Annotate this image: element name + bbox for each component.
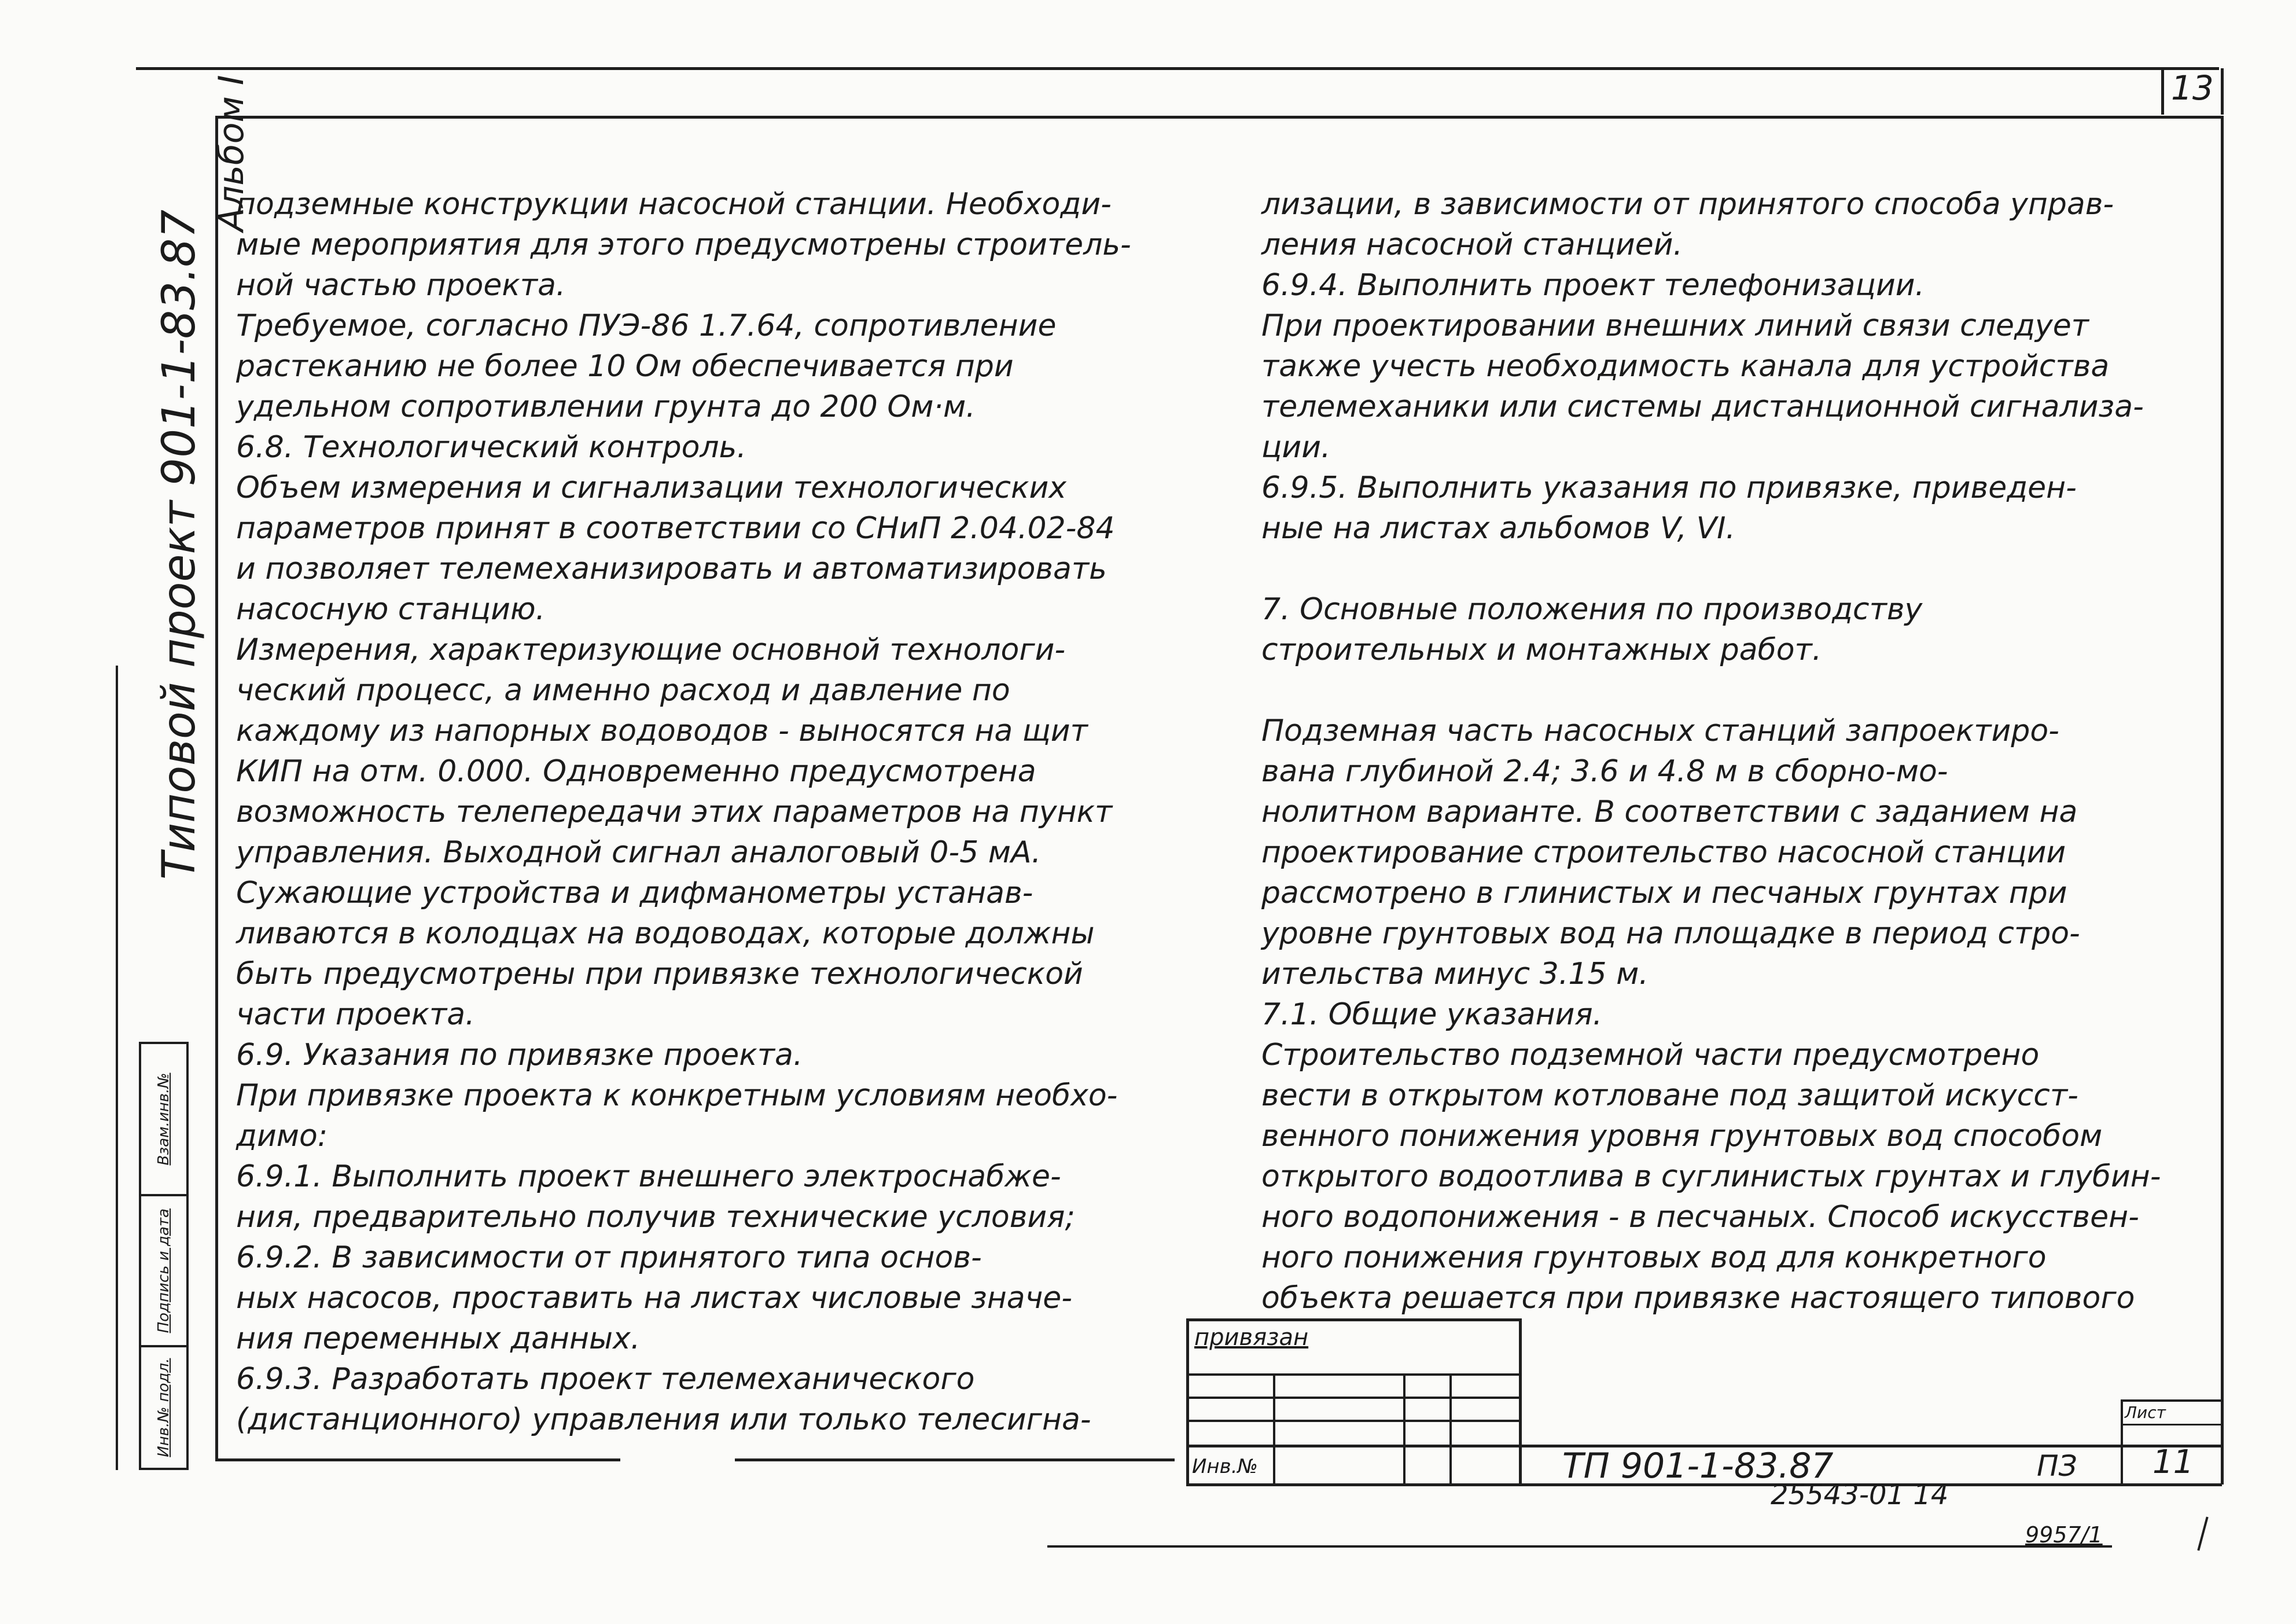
text-line: Сужающие устройства и дифманометры устанав-: [236, 876, 1033, 910]
text-line: (дистанционного) управления или только телесигна-: [236, 1402, 1091, 1437]
text-line: При привязке проекта к конкретным условиям необхо-: [236, 1078, 1118, 1113]
text-line: ния, предварительно получив технические условия;: [236, 1200, 1075, 1234]
stamp-privyazan: привязан: [1194, 1324, 1309, 1351]
text-line: ного водопонижения - в песчаных. Способ искусствен-: [1261, 1200, 2139, 1234]
text-line: объекта решается при привязке настоящего типового: [1261, 1281, 2135, 1316]
text-line: ные на листах альбомов V, VI.: [1261, 511, 1735, 546]
footer-code: 25543-01 14: [1771, 1479, 1949, 1511]
side-stamp: [139, 1042, 189, 1470]
text-line: управления. Выходной сигнал аналоговый 0-5 мА.: [236, 835, 1042, 870]
text-line: лизации, в зависимости от принятого способа управ-: [1261, 187, 2114, 222]
footer-rule: [1047, 1545, 2112, 1548]
text-line: вести в открытом котловане под защитой искусст-: [1261, 1078, 2078, 1113]
left-column: [236, 184, 1173, 1440]
text-line: возможность телепередачи этих параметров на пункт: [236, 795, 1113, 829]
section-heading: строительных и монтажных работ.: [1261, 633, 1822, 667]
text-line: 6.9. Указания по привязке проекта.: [236, 1038, 803, 1072]
text-line: димо:: [236, 1119, 328, 1153]
text-line: ливаются в колодцах на водоводах, которые должны: [236, 916, 1095, 951]
text-line: растеканию не более 10 Ом обеспечивается при: [236, 349, 1014, 384]
text-line: 6.9.5. Выполнить указания по привязке, приведен-: [1261, 471, 2077, 505]
text-line: нолитном варианте. В соответствии с заданием на: [1261, 795, 2078, 829]
stamp-pz: ПЗ: [2037, 1449, 2077, 1483]
stamp-code: ТП 901-1-83.87: [1562, 1446, 1834, 1486]
stamp-list-label: Лист: [2125, 1403, 2166, 1422]
top-rule: [136, 67, 2219, 70]
text-line: ной частью проекта.: [236, 268, 566, 303]
text-line: ительства минус 3.15 м.: [1261, 957, 1649, 991]
text-line: рассмотрено в глинистых и песчаных грунтах при: [1261, 876, 2067, 910]
text-line: насосную станцию.: [236, 592, 546, 627]
text-line: также учесть необходимость канала для устройства: [1261, 349, 2110, 384]
text-line: удельном сопротивлении грунта до 200 Ом·м.: [236, 390, 976, 424]
text-line: мые мероприятия для этого предусмотрены строитель-: [236, 227, 1131, 262]
text-line: венного понижения уровня грунтовых вод способом: [1261, 1119, 2103, 1153]
page-number-box-left: [2161, 68, 2164, 115]
spine-rule: [116, 666, 118, 1470]
text-line: 6.9.1. Выполнить проект внешнего электроснабже-: [236, 1159, 1061, 1194]
side-stamp-replace: Взам.инв.№: [155, 1072, 172, 1166]
corner-note: 9957/1: [2025, 1522, 2103, 1548]
album-label: Альбом I: [211, 75, 252, 232]
side-stamp-inv: Инв.№ подл.: [141, 1345, 186, 1468]
frame-bottom-mid: [735, 1458, 1175, 1461]
frame-top: [215, 116, 2223, 119]
spine-title: Типовой проект 901-1-83.87: [153, 210, 205, 880]
text-line: ного понижения грунтовых вод для конкретного: [1261, 1240, 2047, 1275]
page-number-box-right: [2221, 68, 2224, 115]
title-block: [1186, 1318, 2223, 1486]
text-line: КИП на отм. 0.000. Одновременно предусмотрена: [236, 754, 1036, 789]
text-line: уровне грунтовых вод на площадке в период стро-: [1261, 916, 2080, 951]
section-heading: 7. Основные положения по производству: [1261, 592, 1923, 627]
right-column: [1261, 184, 2210, 1318]
text-line: открытого водоотлива в суглинистых грунтах и глубин-: [1261, 1159, 2161, 1194]
spacer: [1261, 549, 2210, 589]
frame-right: [2221, 116, 2224, 1485]
text-line: ния переменных данных.: [236, 1321, 641, 1356]
frame-bottom-left: [215, 1458, 620, 1461]
text-line: ческий процесс, а именно расход и давление по: [236, 673, 1010, 708]
text-line: ления насосной станцией.: [1261, 227, 1683, 262]
corner-tick: [2197, 1517, 2208, 1551]
text-line: Требуемое, согласно ПУЭ-86 1.7.64, сопротивление: [236, 308, 1057, 343]
text-line: каждому из напорных водоводов - выносятся на щит: [236, 714, 1088, 748]
page-number: 13: [2171, 68, 2214, 108]
text-line: быть предусмотрены при привязке технологической: [236, 957, 1083, 991]
text-line: Объем измерения и сигнализации технологических: [236, 471, 1067, 505]
text-line: 6.9.2. В зависимости от принятого типа основ-: [236, 1240, 982, 1275]
text-line: Измерения, характеризующие основной технологи-: [236, 633, 1066, 667]
text-line: проектирование строительство насосной станции: [1261, 835, 2066, 870]
stamp-inv: Инв.№: [1192, 1455, 1258, 1478]
text-line: и позволяет телемеханизировать и автоматизировать: [236, 552, 1107, 586]
text-line: 6.9.3. Разработать проект телемеханического: [236, 1362, 975, 1397]
text-line: части проекта.: [236, 997, 475, 1032]
stamp-list-number: 11: [2152, 1443, 2194, 1481]
text-line: Строительство подземной части предусмотрено: [1261, 1038, 2040, 1072]
text-line: ции.: [1261, 430, 1331, 465]
text-line: ных насосов, проставить на листах числовые значе-: [236, 1281, 1073, 1316]
text-line: 6.8. Технологический контроль.: [236, 430, 746, 465]
text-line: параметров принят в соответствии со СНиП 2.04.02-84: [236, 511, 1115, 546]
side-stamp-signature: Подпись и дата: [141, 1194, 186, 1345]
text-line: При проектировании внешних линий связи следует: [1261, 308, 2089, 343]
text-line: Подземная часть насосных станций запроектиро-: [1261, 714, 2059, 748]
frame-left: [215, 116, 218, 1461]
text-line: 6.9.4. Выполнить проект телефонизации.: [1261, 268, 1925, 303]
text-line: телемеханики или системы дистанционной сигнализа-: [1261, 390, 2144, 424]
spacer: [1261, 670, 2210, 711]
text-line: 7.1. Общие указания.: [1261, 997, 1603, 1032]
text-line: вана глубиной 2.4; 3.6 и 4.8 м в сборно-мо-: [1261, 754, 1948, 789]
text-line: подземные конструкции насосной станции. Необходи-: [236, 187, 1112, 222]
